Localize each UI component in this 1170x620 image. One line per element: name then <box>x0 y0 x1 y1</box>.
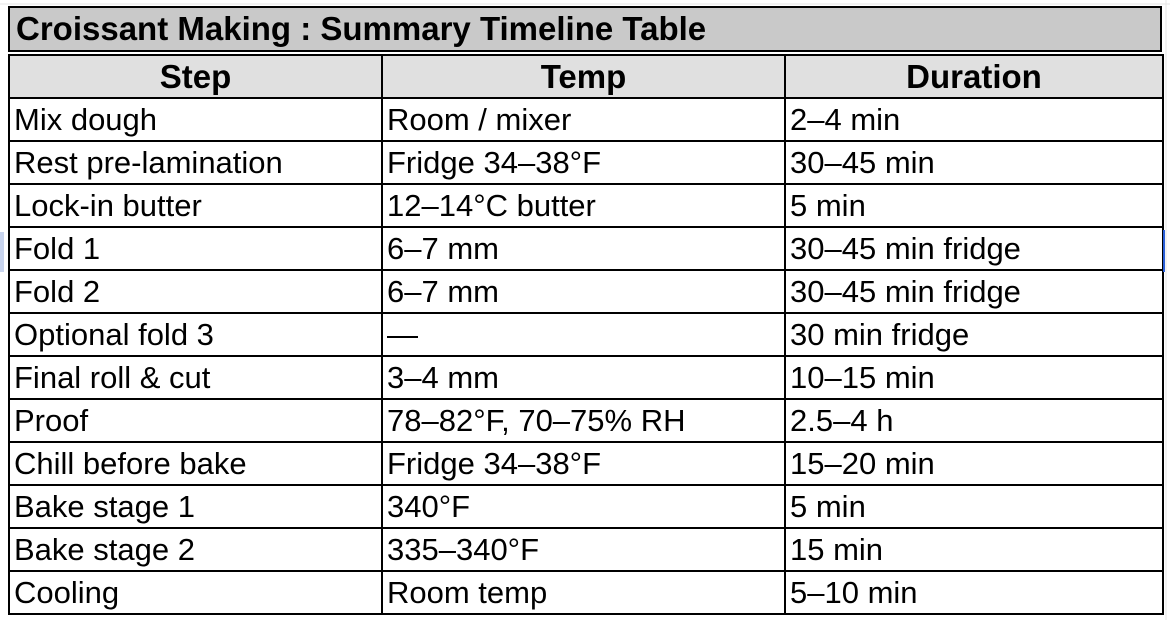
cell-step[interactable]: Proof <box>9 399 382 442</box>
table-title: Croissant Making : Summary Timeline Table <box>16 10 707 47</box>
cell-temp[interactable]: Fridge 34–38°F <box>382 442 785 485</box>
cell-step[interactable]: Mix dough <box>9 98 382 141</box>
cell-temp[interactable]: 3–4 mm <box>382 356 785 399</box>
table-row <box>9 442 1163 485</box>
cell-step[interactable]: Cooling <box>9 571 382 614</box>
cell-step[interactable]: Optional fold 3 <box>9 313 382 356</box>
table-row <box>9 141 1163 184</box>
table-row <box>9 313 1163 356</box>
table-row <box>9 227 1163 270</box>
table-row <box>9 528 1163 571</box>
cell-temp[interactable]: 6–7 mm <box>382 270 785 313</box>
cell-duration[interactable]: 5 min <box>785 184 1163 227</box>
cell-step[interactable]: Bake stage 2 <box>9 528 382 571</box>
cell-temp[interactable]: 78–82°F, 70–75% RH <box>382 399 785 442</box>
cell-step[interactable]: Fold 2 <box>9 270 382 313</box>
table-row <box>9 184 1163 227</box>
cell-duration[interactable]: 30–45 min fridge <box>785 227 1163 270</box>
header-row <box>9 55 1163 98</box>
table-body <box>9 98 1163 614</box>
cell-temp[interactable]: Fridge 34–38°F <box>382 141 785 184</box>
cell-step[interactable]: Chill before bake <box>9 442 382 485</box>
cell-selection-edge <box>1163 230 1165 272</box>
table-row <box>9 571 1163 614</box>
cell-duration[interactable]: 15–20 min <box>785 442 1163 485</box>
row-selection-highlight <box>0 232 4 272</box>
cell-temp[interactable]: 12–14°C butter <box>382 184 785 227</box>
cell-temp[interactable]: Room temp <box>382 571 785 614</box>
table-row <box>9 356 1163 399</box>
cell-temp[interactable]: Room / mixer <box>382 98 785 141</box>
cell-step[interactable]: Rest pre-lamination <box>9 141 382 184</box>
cell-temp[interactable]: 6–7 mm <box>382 227 785 270</box>
cell-step[interactable]: Bake stage 1 <box>9 485 382 528</box>
header-cell-step[interactable]: Step <box>9 55 382 98</box>
cell-duration[interactable]: 5 min <box>785 485 1163 528</box>
cell-duration[interactable]: 10–15 min <box>785 356 1163 399</box>
cell-step[interactable]: Final roll & cut <box>9 356 382 399</box>
header-cell-duration[interactable]: Duration <box>785 55 1163 98</box>
table-row <box>9 399 1163 442</box>
header-cell-temp[interactable]: Temp <box>382 55 785 98</box>
timeline-table <box>8 54 1164 615</box>
cell-step[interactable]: Lock-in butter <box>9 184 382 227</box>
cell-temp[interactable]: 335–340°F <box>382 528 785 571</box>
cell-duration[interactable]: 30 min fridge <box>785 313 1163 356</box>
table-row <box>9 270 1163 313</box>
cell-duration[interactable]: 2–4 min <box>785 98 1163 141</box>
cell-duration[interactable]: 5–10 min <box>785 571 1163 614</box>
table-row <box>9 98 1163 141</box>
cell-duration[interactable]: 30–45 min <box>785 141 1163 184</box>
cell-step[interactable]: Fold 1 <box>9 227 382 270</box>
table-row <box>9 485 1163 528</box>
cell-temp[interactable]: — <box>382 313 785 356</box>
cell-temp[interactable]: 340°F <box>382 485 785 528</box>
table-title-cell[interactable] <box>8 6 1162 52</box>
cell-duration[interactable]: 15 min <box>785 528 1163 571</box>
cell-duration[interactable]: 30–45 min fridge <box>785 270 1163 313</box>
cell-duration[interactable]: 2.5–4 h <box>785 399 1163 442</box>
